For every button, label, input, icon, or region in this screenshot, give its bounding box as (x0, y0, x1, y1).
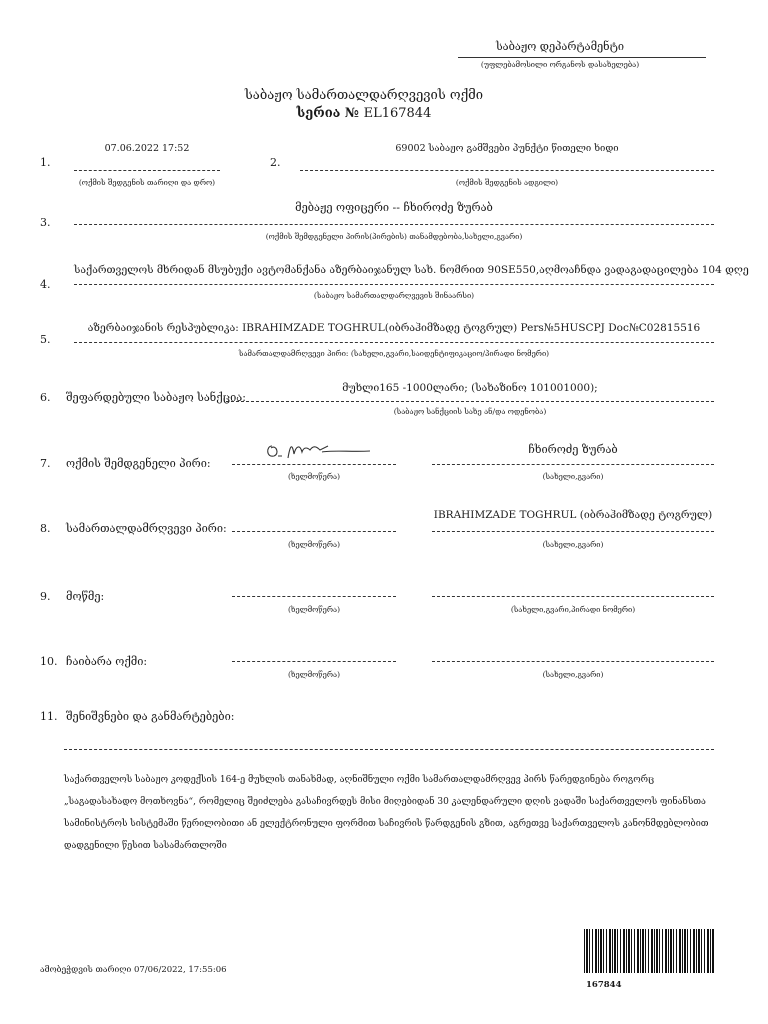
violator-line (74, 342, 714, 343)
department-name: საბაჟო დეპარტამენტი (495, 40, 625, 53)
officer-caption: (ოქმის შემდგენელი პირის(პირების) თანამდებობა,სახელი,გვარი) (265, 232, 523, 241)
row-4-number: 4. (40, 278, 51, 291)
series-line (214, 106, 514, 121)
witness-label: მოწმე: (66, 590, 105, 603)
row-10-number: 10. (40, 655, 58, 668)
violator-name-value: IBRAHIMZADE TOGHRUL (იბრაჰიმზადე ტოგრულ) (433, 509, 713, 521)
officer-value: მებაჟე ოფიცერი -- ჩხიროძე ზურაბ (295, 201, 493, 214)
row-9-number: 9. (40, 590, 51, 603)
violator-sign-caption: (ხელმოწერა) (287, 540, 341, 549)
row-8-number: 8. (40, 522, 51, 535)
place-caption: (ოქმის შედგენის ადგილი) (455, 178, 559, 187)
compiler-sign-caption: (ხელმოწერა) (287, 472, 341, 481)
sanction-line (226, 401, 714, 402)
place-line (300, 170, 714, 171)
legal-notice: საქართველოს საბაჟო კოდექსის 164-ე მუხლის თანახმად, აღნიშნული ოქმი სამართალდამრღვევ პირს წარედგინება როგორც „საგადასახადო მოთხოვნა“, რომელიც შეიძლება გასაჩივრდეს მისი მიღებიდან 30 კალენდარული დღის ვადაში საქართველოს ფინანსთა სამინისტროს სისტემაში წერილობითი ან ელექტრონული ფორმით საჩივრის წარდგენის გზით, აგრეთვე საქართველოს კანონმდებლობით დადგენილი წესით სასამართლოში (64, 775, 709, 851)
violator-sign-line (232, 531, 396, 532)
received-sign-line (232, 661, 396, 662)
date-time-line (74, 170, 220, 171)
witness-name-caption: (სახელი,გვარი,პირადი ნომერი) (510, 605, 636, 614)
compiler-label: ოქმის შემდგენელი პირი: (66, 457, 211, 470)
compiler-name-caption: (სახელი,გვარი) (542, 472, 604, 481)
row-6-number: 6. (40, 391, 51, 404)
date-time-value: 07.06.2022 17:52 (104, 143, 190, 154)
witness-sign-line (232, 596, 396, 597)
row-2-number: 2. (270, 156, 281, 169)
received-sign-caption: (ხელმოწერა) (287, 670, 341, 679)
received-label: ჩაიბარა ოქმი: (66, 655, 148, 668)
violator-name-line (432, 531, 714, 532)
row-7-number: 7. (40, 457, 51, 470)
place-value: 69002 საბაჟო გამშვები პუნქტი წითელი ხიდი (395, 143, 619, 154)
witness-name-line (432, 596, 714, 597)
violator-sign-label: სამართალდამრღვევი პირი: (66, 522, 227, 535)
barcode-number: 167844 (586, 980, 622, 990)
sanction-label: შეფარდებული საბაჟო სანქცია: (66, 391, 246, 404)
witness-sign-caption: (ხელმოწერა) (287, 605, 341, 614)
sanction-value: მუხლი165 -1000ლარი; (სახაზინო 101001000); (342, 382, 598, 394)
violator-value: აზერბაიჯანის რესპუბლიკა: IBRAHIMZADE TOGHRUL(იბრაჰიმზადე ტოგრულ) Pers№5HUSCPJ Doc№C02815516 (87, 322, 701, 334)
sanction-caption: (საბაჟო სანქციის სახე ან/და ოდენობა) (393, 407, 547, 416)
violator-name-caption: (სახელი,გვარი) (542, 540, 604, 549)
compiler-name-line (432, 464, 714, 465)
department-underline (458, 57, 706, 58)
violation-line (74, 284, 714, 285)
row-5-number: 5. (40, 333, 51, 346)
series-label: სერია № (296, 106, 360, 121)
date-time-caption: (ოქმის შედგენის თარიღი და დრო) (78, 178, 216, 187)
handwritten-signature-icon (262, 438, 382, 464)
compiler-name-value: ჩხიროძე ზურაბ (528, 443, 618, 456)
officer-line (74, 224, 714, 225)
received-name-caption: (სახელი,გვარი) (542, 670, 604, 679)
row-3-number: 3. (40, 216, 51, 229)
department-caption: (უფლებამოსილი ორგანოს დასახელება) (480, 60, 640, 69)
barcode-icon (584, 929, 714, 973)
row-11-number: 11. (40, 710, 58, 723)
received-name-line (432, 661, 714, 662)
document-title: საბაჟო სამართალდარღვევის ოქმი (244, 88, 484, 103)
remarks-label: შენიშვნები და განმარტებები: (66, 710, 235, 723)
violator-caption: სამართალდამრღვევი პირი: (სახელი,გვარი,საიდენტიფიკაციო/პირადი ნომერი) (238, 349, 550, 358)
compiler-sign-line (232, 464, 396, 465)
remarks-line (64, 749, 714, 750)
violation-value: საქართველოს მხრიდან მსუბუქი ავტომანქანა აზერბაიჯანულ სახ. ნომრით 90SE550,აღმოაჩნდა ვადაგადაცილება 104 დღე (74, 264, 749, 276)
row-1-number: 1. (40, 156, 51, 169)
print-date: ამობეჭდვის თარიღი 07/06/2022, 17:55:06 (40, 965, 227, 975)
violation-caption: (საბაჟო სამართალდარღვევის შინაარსი) (313, 291, 475, 300)
series-number: EL167844 (363, 106, 432, 121)
